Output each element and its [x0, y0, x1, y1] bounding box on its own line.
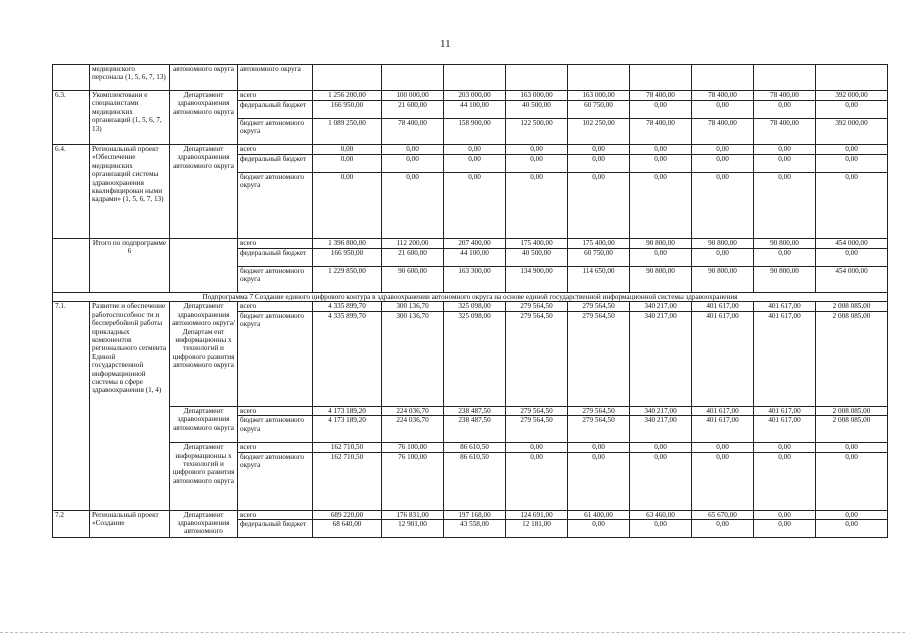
value-cell: 122 500,00	[506, 119, 568, 145]
table-row	[53, 293, 888, 302]
funding-source: всего	[238, 443, 313, 452]
value-cell: 78 400,00	[754, 91, 816, 101]
value-cell: 401 617,00	[754, 416, 816, 443]
value-cell: 197 168,00	[444, 510, 506, 519]
executor: Департамент информационны х технологий и цифрового развития автономного округа	[170, 443, 238, 510]
value-cell: 340 217,00	[630, 302, 692, 311]
value-cell: 0,00	[630, 173, 692, 239]
value-cell: 0,00	[444, 155, 506, 173]
value-cell: 0,00	[816, 510, 888, 519]
value-cell: 40 500,00	[506, 249, 568, 267]
value-cell: 207 400,00	[444, 239, 506, 249]
table-row	[53, 406, 888, 415]
value-cell: 0,00	[816, 520, 888, 538]
table-row	[53, 145, 888, 155]
value-cell: 0,00	[692, 173, 754, 239]
value-cell: 279 564,50	[568, 302, 630, 311]
value-cell: 0,00	[506, 443, 568, 452]
value-cell: 86 610,50	[444, 443, 506, 452]
row-number: 6.3.	[53, 91, 90, 145]
value-cell: 76 100,00	[382, 443, 444, 452]
funding-source: бюджет автономного округа	[238, 452, 313, 510]
value-cell: 0,00	[444, 173, 506, 239]
value-cell: 12 181,00	[506, 520, 568, 538]
value-cell: 76 100,00	[382, 452, 444, 510]
value-cell: 4 173 189,20	[313, 406, 382, 415]
value-cell: 44 100,00	[444, 249, 506, 267]
value-cell: 401 617,00	[754, 406, 816, 415]
value-cell: 0,00	[692, 145, 754, 155]
value-cell: 44 100,00	[444, 101, 506, 119]
funding-source: бюджет автономного округа	[238, 119, 313, 145]
funding-source: федеральный бюджет	[238, 101, 313, 119]
value-cell: 0,00	[568, 452, 630, 510]
value-cell: 0,00	[816, 452, 888, 510]
value-cell: 0,00	[754, 101, 816, 119]
value-cell: 0,00	[382, 145, 444, 155]
measure-name: Региональный проект «Обеспечение медицинских организаций системы здравоохранения квалифицирован ными кадрами» (1, 5, 6, 7, 13)	[90, 145, 170, 239]
value-cell: 325 098,00	[444, 311, 506, 406]
value-cell: 0,00	[816, 155, 888, 173]
executor: Департамент здравоохранения автономного округа	[170, 406, 238, 442]
page-number: 11	[440, 38, 451, 50]
value-cell: 0,00	[630, 452, 692, 510]
row-number: 6.4.	[53, 145, 90, 239]
value-cell: 279 564,50	[568, 311, 630, 406]
value-cell: 0,00	[568, 155, 630, 173]
value-cell: 300 136,70	[382, 311, 444, 406]
value-cell: 0,00	[754, 520, 816, 538]
value-cell: 0,00	[754, 145, 816, 155]
funding-source: бюджет автономного округа	[238, 311, 313, 406]
value-cell: 279 564,50	[506, 302, 568, 311]
value-cell: 4 335 899,70	[313, 311, 382, 406]
value-cell: 279 564,50	[568, 406, 630, 415]
value-cell: 100 000,00	[382, 91, 444, 101]
value-cell: 90 600,00	[382, 267, 444, 293]
value-cell: 401 617,00	[692, 302, 754, 311]
executor: Департамент здравоохранения автономного округа	[170, 145, 238, 239]
value-cell: 1 396 800,00	[313, 239, 382, 249]
value-cell: 340 217,00	[630, 406, 692, 415]
value-cell: 0,00	[692, 155, 754, 173]
funding-source: всего	[238, 145, 313, 155]
value-cell: 63 460,00	[630, 510, 692, 519]
table-row	[53, 65, 888, 91]
funding-source: всего	[238, 91, 313, 101]
measure-name: Укомплектовани е специалистами медицинских организаций (1, 5, 6, 7, 13)	[90, 91, 170, 145]
value-cell: 0,00	[692, 452, 754, 510]
funding-source: автономного округа	[238, 65, 313, 91]
value-cell: 0,00	[313, 155, 382, 173]
value-cell: 0,00	[568, 173, 630, 239]
executor: Департамент здравоохранения автономного	[170, 510, 238, 537]
value-cell: 0,00	[382, 155, 444, 173]
value-cell: 279 564,50	[568, 416, 630, 443]
value-cell: 65 670,00	[692, 510, 754, 519]
value-cell: 279 564,50	[506, 416, 568, 443]
value-cell: 0,00	[754, 443, 816, 452]
value-cell: 2 008 085,00	[816, 416, 888, 443]
value-cell: 0,00	[506, 145, 568, 155]
value-cell: 0,00	[692, 249, 754, 267]
funding-source: бюджет автономного округа	[238, 173, 313, 239]
value-cell: 340 217,00	[630, 311, 692, 406]
value-cell: 0,00	[754, 249, 816, 267]
value-cell: 0,00	[630, 520, 692, 538]
value-cell: 0,00	[816, 249, 888, 267]
value-cell: 175 400,00	[568, 239, 630, 249]
value-cell: 176 831,00	[382, 510, 444, 519]
value-cell: 86 610,50	[444, 452, 506, 510]
value-cell: 78 400,00	[382, 119, 444, 145]
value-cell: 21 600,00	[382, 101, 444, 119]
value-cell: 0,00	[630, 249, 692, 267]
value-cell: 163 000,00	[506, 91, 568, 101]
budget-table	[52, 64, 888, 538]
value-cell: 114 650,00	[568, 267, 630, 293]
value-cell: 1 256 200,00	[313, 91, 382, 101]
measure-name: Развитие и обеспечение работоспособнос ти и бесперебойной работы прикладных компонентов регионального сегмента Единой государственной информационной системы в сфере здравоохранения (1, 4)	[90, 302, 170, 510]
value-cell: 78 400,00	[630, 91, 692, 101]
value-cell: 78 400,00	[754, 119, 816, 145]
value-cell: 401 617,00	[692, 311, 754, 406]
value-cell: 2 008 085,00	[816, 302, 888, 311]
value-cell: 90 800,00	[630, 267, 692, 293]
value-cell: 224 036,70	[382, 416, 444, 443]
funding-source: федеральный бюджет	[238, 520, 313, 538]
value-cell: 78 400,00	[630, 119, 692, 145]
value-cell: 454 000,00	[816, 267, 888, 293]
funding-source: федеральный бюджет	[238, 249, 313, 267]
row-number: 7.2	[53, 510, 90, 537]
executor: Департамент здравоохранения автономного округа	[170, 91, 238, 145]
value-cell: 112 200,00	[382, 239, 444, 249]
value-cell: 90 800,00	[754, 267, 816, 293]
value-cell: 90 800,00	[630, 239, 692, 249]
value-cell: 0,00	[630, 101, 692, 119]
value-cell: 0,00	[630, 145, 692, 155]
subprogram-heading: Подпрограмма 7 Создание единого цифрового контура в здравоохранении автономного округа на основе единой государственной информационной системы здравоохранения	[53, 293, 888, 302]
funding-source: бюджет автономного округа	[238, 267, 313, 293]
value-cell: 166 950,00	[313, 249, 382, 267]
value-cell: 454 000,00	[816, 239, 888, 249]
value-cell: 401 617,00	[692, 416, 754, 443]
subtotal-label: Итого по подпрограмме 6	[90, 239, 170, 293]
value-cell: 0,00	[692, 101, 754, 119]
value-cell: 90 800,00	[692, 239, 754, 249]
value-cell: 689 220,00	[313, 510, 382, 519]
value-cell: 238 487,50	[444, 416, 506, 443]
value-cell: 0,00	[816, 101, 888, 119]
value-cell: 279 564,50	[506, 311, 568, 406]
value-cell: 158 900,00	[444, 119, 506, 145]
value-cell: 78 400,00	[692, 91, 754, 101]
value-cell: 0,00	[444, 145, 506, 155]
value-cell: 162 710,50	[313, 452, 382, 510]
value-cell: 0,00	[816, 173, 888, 239]
value-cell: 224 036,70	[382, 406, 444, 415]
table-row	[53, 239, 888, 249]
funding-source: всего	[238, 239, 313, 249]
table-row	[53, 91, 888, 101]
value-cell: 4 173 189,20	[313, 416, 382, 443]
page-edge-line	[0, 632, 905, 633]
value-cell: 279 564,50	[506, 406, 568, 415]
value-cell: 340 217,00	[630, 416, 692, 443]
measure-name: Региональный проект «Создание	[90, 510, 170, 537]
value-cell: 0,00	[816, 443, 888, 452]
value-cell: 43 558,00	[444, 520, 506, 538]
value-cell: 0,00	[313, 173, 382, 239]
value-cell: 162 710,50	[313, 443, 382, 452]
value-cell: 392 000,00	[816, 91, 888, 101]
table-row	[53, 443, 888, 452]
value-cell: 0,00	[313, 145, 382, 155]
table-row	[53, 302, 888, 311]
value-cell: 0,00	[692, 520, 754, 538]
value-cell: 1 089 250,00	[313, 119, 382, 145]
value-cell: 175 400,00	[506, 239, 568, 249]
value-cell: 0,00	[568, 145, 630, 155]
funding-source: всего	[238, 406, 313, 415]
value-cell: 61 400,00	[568, 510, 630, 519]
value-cell: 90 800,00	[692, 267, 754, 293]
value-cell: 2 008 085,00	[816, 311, 888, 406]
value-cell: 0,00	[630, 443, 692, 452]
value-cell: 0,00	[506, 155, 568, 173]
funding-source: всего	[238, 510, 313, 519]
value-cell: 0,00	[506, 452, 568, 510]
funding-source: бюджет автономного округа	[238, 416, 313, 443]
value-cell: 1 229 850,00	[313, 267, 382, 293]
value-cell: 78 400,00	[692, 119, 754, 145]
value-cell: 166 950,00	[313, 101, 382, 119]
value-cell: 163 000,00	[568, 91, 630, 101]
row-number: 7.1.	[53, 302, 90, 510]
value-cell: 12 901,00	[382, 520, 444, 538]
value-cell: 0,00	[568, 443, 630, 452]
value-cell: 102 250,00	[568, 119, 630, 145]
value-cell: 0,00	[816, 145, 888, 155]
value-cell: 40 500,00	[506, 101, 568, 119]
measure-name: медицинского персонала (1, 5, 6, 7, 13)	[90, 65, 170, 91]
value-cell: 0,00	[630, 155, 692, 173]
value-cell: 392 000,00	[816, 119, 888, 145]
funding-source: федеральный бюджет	[238, 155, 313, 173]
funding-source: всего	[238, 302, 313, 311]
value-cell: 21 600,00	[382, 249, 444, 267]
value-cell: 203 000,00	[444, 91, 506, 101]
value-cell: 0,00	[754, 510, 816, 519]
value-cell: 60 750,00	[568, 101, 630, 119]
value-cell: 68 640,00	[313, 520, 382, 538]
value-cell: 0,00	[568, 520, 630, 538]
value-cell: 4 335 899,70	[313, 302, 382, 311]
executor: автономного округа	[170, 65, 238, 91]
value-cell: 90 800,00	[754, 239, 816, 249]
value-cell: 0,00	[692, 443, 754, 452]
value-cell: 163 300,00	[444, 267, 506, 293]
value-cell: 401 617,00	[754, 302, 816, 311]
value-cell: 0,00	[754, 452, 816, 510]
value-cell: 0,00	[506, 173, 568, 239]
value-cell: 124 691,00	[506, 510, 568, 519]
value-cell: 0,00	[382, 173, 444, 239]
value-cell: 60 750,00	[568, 249, 630, 267]
value-cell: 401 617,00	[692, 406, 754, 415]
value-cell: 134 900,00	[506, 267, 568, 293]
value-cell: 2 008 085,00	[816, 406, 888, 415]
value-cell: 325 098,00	[444, 302, 506, 311]
value-cell: 0,00	[754, 173, 816, 239]
value-cell: 401 617,00	[754, 311, 816, 406]
value-cell: 0,00	[754, 155, 816, 173]
value-cell: 238 487,50	[444, 406, 506, 415]
value-cell: 300 136,70	[382, 302, 444, 311]
executor: Департамент здравоохранения автономного округа/Департам ент информационны х технологий и цифрового развития автономного округа	[170, 302, 238, 406]
table-row	[53, 510, 888, 519]
